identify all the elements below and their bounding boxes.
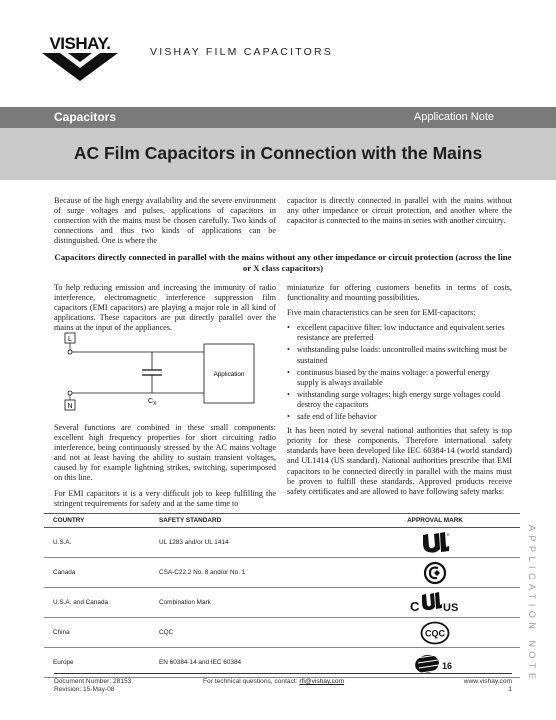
brand-title: VISHAY FILM CAPACITORS — [150, 46, 333, 58]
vishay-logo — [38, 32, 122, 82]
list-item: • safe end of life behavior — [287, 412, 512, 422]
right-paragraph-1: miniaturize for offering customers benefits in terms of costs, functionality and mounting possibilities. — [287, 283, 512, 303]
table-row — [44, 588, 520, 618]
doc-number: Document Number: 28153 — [54, 678, 132, 685]
title-band — [0, 128, 556, 180]
left-paragraph-2: Several functions are combined in these small components: excellent high frequency properties for short circuiting radio interference, being continuously stressed by the AC mains voltage and not at least having the ability to sustain transient voltages, caused by for example lightning strikes, switching, superimposed on this line. — [54, 423, 276, 483]
cell-standard: CSA-C22.2 No. 8 and/or No. 1 — [150, 558, 350, 588]
capacitor-label: $C_X$ — [148, 398, 157, 407]
list-item: • excellent capacitive filter: low inductance and equivalent series resistance are preferred — [287, 323, 512, 343]
page-title: AC Film Capacitors in Connection with the Mains — [73, 143, 483, 163]
cell-mark — [350, 558, 520, 588]
header-standard: SAFETY STANDARD — [150, 514, 350, 528]
left-paragraph-1: To help reducing emission and increasing the immunity of radio interference, electromagnetic interference suppression film capacitors (EMI capacitors) are playing a major role in all kind of applications. These capacitors are put directly parallel over the mains at the input of the appliances. — [54, 283, 276, 333]
cell-mark — [350, 588, 520, 618]
website[interactable]: www.vishay.com — [463, 678, 512, 685]
email-link[interactable]: rfi@vishay.com — [299, 678, 345, 685]
left-paragraph-3: For EMI capacitors it is a very difficult job to keep fulfilling the stringent requirements for safety and at the same time to — [54, 488, 276, 508]
list-item: • withstanding pulse loads: uncontrolled mains switching must be sustained — [287, 345, 512, 365]
header-mark: APPROVAL MARK — [350, 514, 520, 528]
right-column — [287, 283, 512, 502]
terminal-n-label: N — [67, 403, 73, 410]
svg-text:US: US — [443, 601, 459, 614]
intro-left — [54, 196, 276, 251]
section-band — [0, 107, 556, 128]
svg-text:C: C — [410, 598, 420, 614]
right-paragraph-2: Five main characteristics can be seen for EMI-capacitors: — [287, 308, 476, 318]
side-label: APPLICATION NOTE — [527, 525, 537, 684]
header-country: COUNTRY — [44, 514, 150, 528]
left-column — [54, 283, 276, 338]
cell-standard: UL 1283 and/or UL 1414 — [150, 528, 350, 558]
cell-country: U.S.A. — [44, 528, 150, 558]
svg-text:16: 16 — [442, 660, 453, 671]
section-label: Capacitors — [54, 110, 117, 124]
contact-prefix: For technical questions, contact: — [203, 678, 300, 685]
cell-mark — [350, 618, 520, 648]
right-paragraph-3: It has been noted by several national authorities that safety is top priority for these components. Therefore international safety standards have been developed like IEC 60384-14 (world standard) and UL1414 (US standard). National authorities prescribe that EMI capacitors to be connected directly in parallel with the mains must be proven to fulfill these standards. Approved products receive safety certificates and are allowed to have following safety marks: — [287, 426, 512, 496]
terminal-l-node — [68, 350, 72, 354]
cqc-icon — [420, 621, 450, 645]
cell-standard: EN 60384-14 and IEC 60384 — [150, 648, 350, 678]
revision: Revision: 15-May-08 — [54, 686, 115, 693]
intro-left-text: Because of the high energy availability and the severe environment of surge voltages and pulses, applications of capacitors in connection with the mains must be chosen carefully. Two kinds of connections and thus two kinds of applications can be distinguished. One is where the — [54, 196, 276, 246]
list-item: • withstanding surge voltages: high energy surge voltages could destroy the capacitors — [287, 390, 512, 410]
section-heading: Capacitors directly connected in parallel with the mains without any other impedance or circuit protection (across the line or X class capacitors) — [54, 252, 512, 273]
table-row — [44, 558, 520, 588]
page-number: 1 — [508, 686, 512, 693]
left-column-lower — [54, 423, 276, 514]
cell-country: Canada — [44, 558, 150, 588]
terminal-n-node — [68, 391, 72, 395]
cell-country: Europe — [44, 648, 150, 678]
cul-us-icon — [409, 591, 461, 615]
approval-table — [44, 513, 520, 678]
cell-country: U.S.A. and Canada — [44, 588, 150, 618]
intro-right-text: capacitor is directly connected in parallel with the mains without any other impedance or circuit protection, and another where the capacitor is connected to the mains in series with another circuitry. — [287, 196, 512, 226]
list-item: • continuous biased by the mains voltage: a powerful energy supply is always available — [287, 368, 512, 388]
application-label: Application — [213, 371, 245, 378]
intro-right — [287, 196, 512, 231]
terminal-l-label: L — [68, 336, 72, 343]
cell-country: China — [44, 618, 150, 648]
characteristics-list — [287, 323, 512, 422]
table-row — [44, 618, 520, 648]
circuit-diagram — [56, 332, 274, 414]
cell-standard: Combination Mark — [150, 588, 350, 618]
table-header-row — [44, 514, 520, 528]
ul-icon — [420, 531, 450, 555]
svg-text:R: R — [447, 532, 450, 537]
footer-contact — [203, 678, 344, 685]
footer-divider — [54, 673, 512, 674]
cell-mark — [350, 528, 520, 558]
enec-icon — [412, 650, 458, 676]
csa-icon — [423, 561, 447, 585]
cell-standard: CQC — [150, 618, 350, 648]
doc-type-label: Application Note — [413, 111, 494, 123]
svg-text:CQC: CQC — [425, 628, 445, 638]
svg-text:VISHAY.: VISHAY. — [49, 34, 111, 53]
table-row — [44, 528, 520, 558]
